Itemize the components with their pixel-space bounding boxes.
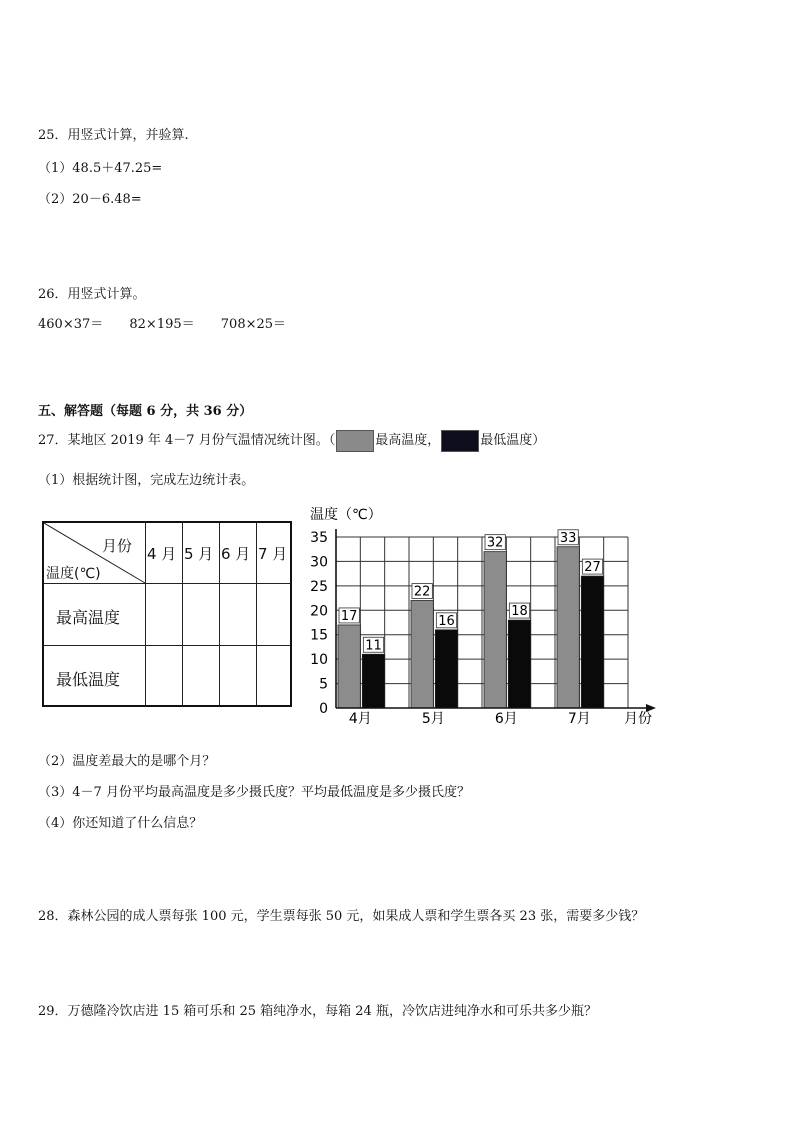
bar-low-temperature bbox=[581, 576, 603, 708]
y-tick-label: 0 bbox=[319, 701, 328, 717]
table-corner-temperature: 温度(℃) bbox=[46, 566, 101, 582]
question-27-intro bbox=[38, 429, 545, 452]
calc-item-2: 82×195＝ bbox=[129, 317, 195, 332]
table-row-high: 最高温度 bbox=[56, 608, 121, 627]
question-29-text: 29．万德隆冷饮店进 15 箱可乐和 25 箱纯净水，每箱 24 瓶，冷饮店进纯净水和可乐共多少瓶？ bbox=[38, 1004, 597, 1019]
question-27-sub-3: （3）4－7 月份平均最高温度是多少摄氏度？平均最低温度是多少摄氏度？ bbox=[38, 785, 470, 800]
y-tick-label: 5 bbox=[319, 676, 328, 693]
y-axis-title: 温度（℃） bbox=[310, 507, 382, 523]
table-header-may: 5 月 bbox=[184, 545, 214, 563]
bar-value-label: 22 bbox=[413, 584, 431, 600]
question-27-sub-1: （1）根据统计图，完成左边统计表。 bbox=[38, 473, 255, 488]
table-header-apr: 4 月 bbox=[147, 545, 177, 563]
question-25-item-2: （2）20－6.48= bbox=[38, 192, 142, 207]
calc-item-1: 460×37＝ bbox=[38, 317, 104, 332]
question-25-item-1: （1）48.5＋47.25= bbox=[38, 161, 163, 176]
x-axis-title: 月份 bbox=[624, 711, 652, 727]
legend-high-swatch bbox=[336, 430, 374, 452]
bar-value-label: 16 bbox=[438, 613, 455, 629]
y-tick-label: 10 bbox=[310, 652, 328, 669]
question-25-title: 25．用竖式计算，并验算. bbox=[38, 128, 189, 143]
question-26-items bbox=[38, 313, 308, 332]
x-tick-label: 7月 bbox=[567, 711, 591, 727]
bar-value-label: 11 bbox=[365, 638, 382, 654]
bar-low-temperature bbox=[362, 654, 384, 708]
question-27-sub-4: （4）你还知道了什么信息？ bbox=[38, 816, 203, 831]
bar-value-label: 27 bbox=[584, 560, 601, 576]
x-tick-label: 6月 bbox=[494, 711, 518, 727]
bar-high-temperature bbox=[411, 601, 433, 708]
bar-low-temperature bbox=[508, 620, 530, 708]
y-tick-label: 15 bbox=[310, 627, 328, 644]
calc-item-3: 708×25＝ bbox=[220, 317, 287, 332]
table-corner-month: 月份 bbox=[102, 537, 133, 555]
section-5-title: 五、解答题（每题 6 分，共 36 分） bbox=[38, 404, 253, 419]
y-tick-label: 20 bbox=[310, 603, 328, 620]
temperature-bar-chart bbox=[296, 500, 676, 732]
y-tick-label: 35 bbox=[310, 530, 328, 546]
x-tick-label: 5月 bbox=[421, 711, 445, 727]
y-tick-label: 30 bbox=[310, 554, 328, 571]
question-26-title: 26．用竖式计算。 bbox=[38, 287, 146, 302]
table-header-jul: 7 月 bbox=[258, 545, 288, 563]
statistics-table bbox=[42, 521, 292, 707]
bar-value-label: 33 bbox=[559, 530, 577, 546]
y-tick-label: 25 bbox=[310, 578, 328, 595]
question-27-text: 27．某地区 2019 年 4－7 月份气温情况统计图。（ bbox=[38, 433, 336, 448]
question-27-sub-2: （2）温度差最大的是哪个月？ bbox=[38, 754, 216, 769]
bar-high-temperature bbox=[557, 547, 579, 708]
bar-value-label: 18 bbox=[511, 604, 528, 620]
legend-low-label: 最低温度） bbox=[480, 433, 546, 448]
x-tick-label: 4月 bbox=[348, 711, 372, 727]
bar-value-label: 32 bbox=[486, 535, 504, 551]
bar-high-temperature bbox=[338, 625, 360, 708]
bar-value-label: 17 bbox=[340, 608, 358, 624]
table-row-low: 最低温度 bbox=[56, 670, 121, 689]
table-header-jun: 6 月 bbox=[221, 545, 251, 563]
legend-low-swatch bbox=[441, 430, 479, 452]
bar-low-temperature bbox=[435, 630, 457, 708]
legend-high-label: 最高温度， bbox=[375, 433, 441, 448]
bar-high-temperature bbox=[484, 552, 506, 708]
question-28-text: 28．森林公园的成人票每张 100 元，学生票每张 50 元，如果成人票和学生票各买 23 张，需要多少钱？ bbox=[38, 909, 645, 924]
